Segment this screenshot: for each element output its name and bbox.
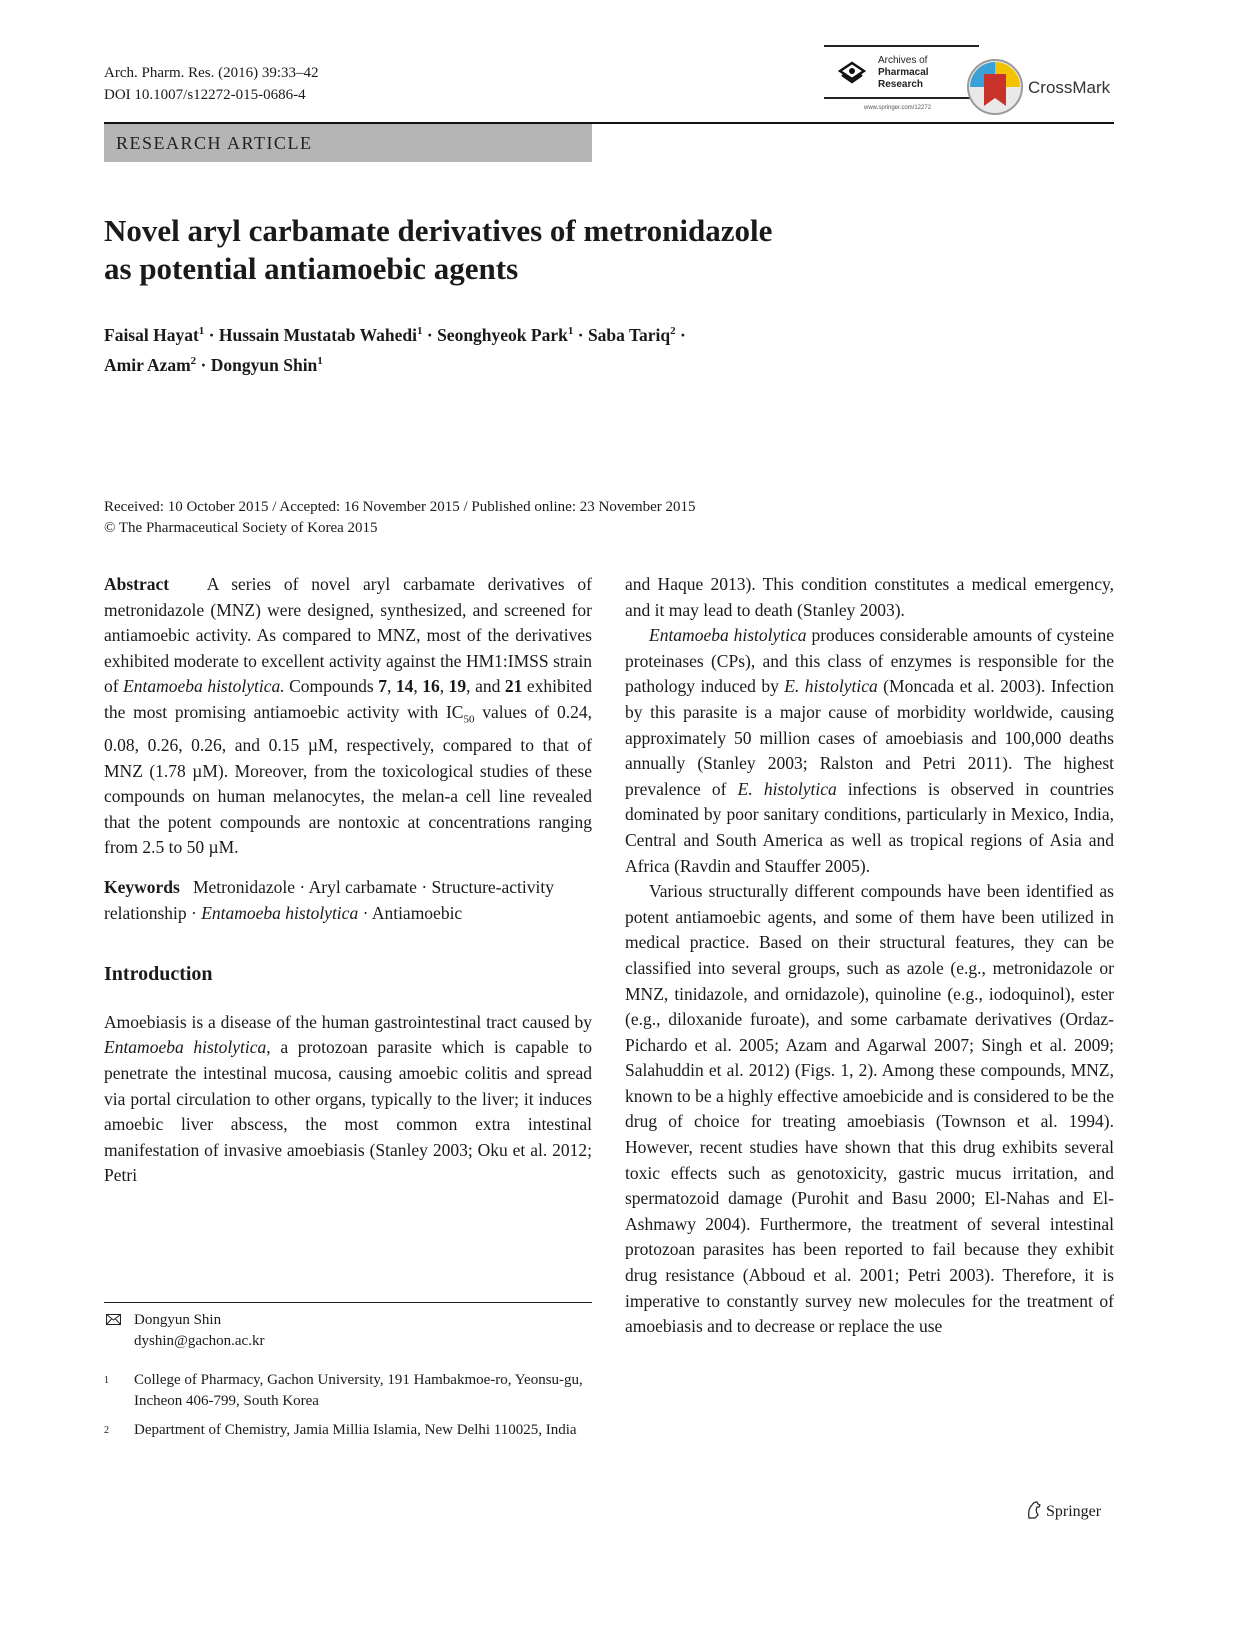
- species-name: Entamoeba histolytica: [201, 902, 359, 923]
- compound-number: 14: [395, 676, 414, 697]
- title-line-2: as potential antiamoebic agents: [104, 251, 519, 286]
- compound-number: 21: [504, 676, 523, 697]
- article-title: [104, 212, 864, 288]
- affiliation-2: [104, 1420, 592, 1441]
- crossmark-badge[interactable]: [966, 56, 1116, 120]
- abstract-label: Abstract: [104, 574, 170, 594]
- keywords-label: Keywords: [104, 877, 180, 898]
- publisher-logo: [1025, 1500, 1101, 1521]
- citation-volume: Arch. Pharm. Res. (2016) 39:33–42: [104, 65, 319, 81]
- intro-paragraph-1-cont: and Haque 2013). This condition constitutes a medical emergency, and it may lead to death (Stanley 2003).: [625, 574, 1114, 620]
- crossmark-label: CrossMark: [1028, 78, 1111, 97]
- corresponding-email[interactable]: dyshin@gachon.ac.kr: [134, 1333, 265, 1349]
- journal-logo[interactable]: [824, 45, 979, 115]
- abstract-text: A series of novel aryl carbamate derivatives of metronidazole (MNZ) were designed, synthesized, and screened for antiamoebic activity. As compared to MNZ, most of the derivatives exhibited moderate to excellent activity against the HM1:IMSS strain of: [104, 574, 592, 697]
- corresponding-name: Dongyun Shin: [134, 1312, 222, 1328]
- species-name: Entamoeba histolytica: [104, 1037, 267, 1058]
- author-name[interactable]: Amir Azam: [104, 354, 191, 375]
- intro-paragraph-2: [625, 623, 1114, 879]
- author-affiliation-mark: 1: [567, 325, 574, 337]
- compound-number: 19: [448, 676, 467, 697]
- separator: ,: [439, 676, 449, 697]
- citation-doi: DOI 10.1007/s12272-015-0686-4: [104, 87, 306, 103]
- author-list: [104, 318, 864, 378]
- affiliation-number: 1: [104, 1375, 109, 1386]
- body-text: (Moncada et al. 2003). Infection by this parasite is a major cause of morbidity worldwide, causing approximately 50 million cases of amoebiasis and 100,000 deaths annually (Stanley 2003; Ralston and Petri 2011). The highest prevalence of: [625, 676, 1114, 799]
- journal-name-line1: Archives of: [878, 55, 928, 66]
- author-name[interactable]: Faisal Hayat: [104, 324, 199, 345]
- author-affiliation-mark: 1: [416, 325, 423, 337]
- body-text: , a protozoan parasite which is capable to penetrate the intestinal mucosa, causing amoebic colitis and spread via portal circulation to other organs, typically to the liver; it induces amoebic liver abscess, the most common extra intestinal manifestation of invasive amoebiasis (Stanley 2003; Oku et al. 2012; Petri: [104, 1037, 593, 1186]
- abstract-text: values of 0.24, 0.08, 0.26, 0.26, and 0.15 µM, respectively, compared to that of MNZ (1.78 µM). Moreover, from the toxicological studies of these compounds on human melanocytes, the melan-a cell line revealed that the potent compounds are nontoxic at concentrations ranging from 2.5 to 50 µM.: [104, 701, 592, 858]
- separator: , and: [466, 676, 505, 697]
- species-name: E. histolytica: [737, 778, 837, 799]
- section-heading-introduction: Introduction: [104, 963, 213, 986]
- affiliation-text: Department of Chemistry, Jamia Millia Islamia, New Delhi 110025, India: [134, 1422, 577, 1438]
- separator: ,: [413, 676, 423, 697]
- author-separator: ·: [426, 324, 433, 345]
- compound-number: 7: [378, 676, 387, 697]
- intro-paragraph-1: [104, 1010, 592, 1189]
- abstract-text: exhibited the most promising antiamoebic activity with IC: [104, 676, 592, 722]
- author-separator: ·: [208, 324, 215, 345]
- springer-horse-icon: [1025, 1500, 1043, 1520]
- article-type-banner: RESEARCH ARTICLE: [104, 124, 592, 162]
- author-name[interactable]: Hussain Mustatab Wahedi: [218, 324, 417, 345]
- author-name[interactable]: Dongyun Shin: [210, 354, 318, 375]
- abstract: [104, 572, 592, 861]
- publication-history: [104, 497, 864, 539]
- journal-emblem-icon: [838, 61, 866, 87]
- envelope-icon: [106, 1314, 121, 1325]
- body-text: infections is observed in countries dominated by poor sanitary conditions, particularly in Mexico, India, Central and South America as well as tropical regions of Asia and Africa (Ravdin and Stauffer 2005).: [625, 778, 1114, 876]
- keywords-text: Metronidazole · Aryl carbamate · Structure-activity relationship ·: [104, 877, 554, 923]
- author-separator: ·: [200, 354, 207, 375]
- species-name: E. histolytica: [784, 676, 878, 697]
- author-separator: ·: [680, 324, 686, 345]
- dates-line: Received: 10 October 2015 / Accepted: 16 November 2015 / Published online: 23 November 2015: [104, 499, 696, 515]
- author-name[interactable]: Seonghyeok Park: [437, 324, 568, 345]
- keywords-text: · Antiamoebic: [358, 902, 463, 923]
- separator: ,: [387, 676, 396, 697]
- journal-name-line3: Research: [878, 79, 924, 90]
- body-text: Amoebiasis is a disease of the human gastrointestinal tract caused by: [104, 1011, 592, 1032]
- author-affiliation-mark: 1: [317, 354, 323, 367]
- intro-paragraph-3: Various structurally different compounds have been identified as potent antiamoebic agents, and some of them have been utilized in medical practice. Based on their structural features, they can be classified into several groups, such as azole (e.g., metronidazole or MNZ, tinidazole, and ornidazole), quinoline (e.g., iodoquinol), ester (e.g., diloxanide furoate), and some carbamate derivatives (Ordaz-Pichardo et al. 2005; Azam and Agarwal 2007; Singh et al. 2009; Salahuddin et al. 2012) (Figs. 1, 2). Among these compounds, MNZ, known to be a highly effective amoebicide and is considered to be the drug of choice for treating amoebiasis (Townson et al. 1994). However, recent studies have shown that this drug exhibits several toxic effects such as genotoxicity, gastric mucus irritation, and spermatozoid damage (Purohit and Basu 2000; El-Nahas and El-Ashmawy 2004). Furthermore, the treatment of several intestinal protozoan parasites has been reported to fail because they exhibit drug resistance (Abboud et al. 2001; Petri 2003). Therefore, it is imperative to constantly survey new molecules for the treatment of amoebiasis and to decrease or replace the use: [625, 881, 1114, 1337]
- compound-number: 16: [422, 676, 440, 697]
- author-affiliation-mark: 2: [670, 325, 676, 337]
- affiliation-1: [104, 1370, 592, 1412]
- journal-name-line2: Pharmacal: [878, 67, 929, 78]
- author-affiliation-mark: 1: [198, 325, 205, 337]
- journal-citation: [104, 62, 319, 106]
- keywords: [104, 875, 592, 926]
- species-name: Entamoeba histolytica.: [123, 676, 285, 697]
- affiliation-number: 2: [104, 1425, 109, 1436]
- author-affiliation-mark: 2: [190, 354, 197, 367]
- left-column: [104, 572, 592, 1189]
- body-text: produces considerable amounts of cysteine proteinases (CPs), and this class of enzymes is responsible for the pathology induced by: [625, 625, 1114, 697]
- affiliation-text: College of Pharmacy, Gachon University, 191 Hambakmoe-ro, Yeonsu-gu, Incheon 406-799, South Korea: [134, 1372, 583, 1409]
- subscript: 50: [463, 713, 475, 726]
- title-line-1: Novel aryl carbamate derivatives of metronidazole: [104, 213, 773, 248]
- journal-url: www.springer.com/12272: [864, 105, 932, 111]
- publisher-name: Springer: [1046, 1503, 1102, 1520]
- right-column: [625, 572, 1114, 1340]
- author-name[interactable]: Saba Tariq: [587, 324, 671, 345]
- copyright-line: © The Pharmaceutical Society of Korea 2015: [104, 520, 378, 536]
- corresponding-author: [104, 1310, 592, 1352]
- author-separator: ·: [577, 324, 584, 345]
- footnote-rule: [104, 1302, 592, 1303]
- crossmark-icon: [966, 58, 1024, 116]
- abstract-text: Compounds: [284, 676, 379, 697]
- species-name: Entamoeba histolytica: [649, 625, 807, 646]
